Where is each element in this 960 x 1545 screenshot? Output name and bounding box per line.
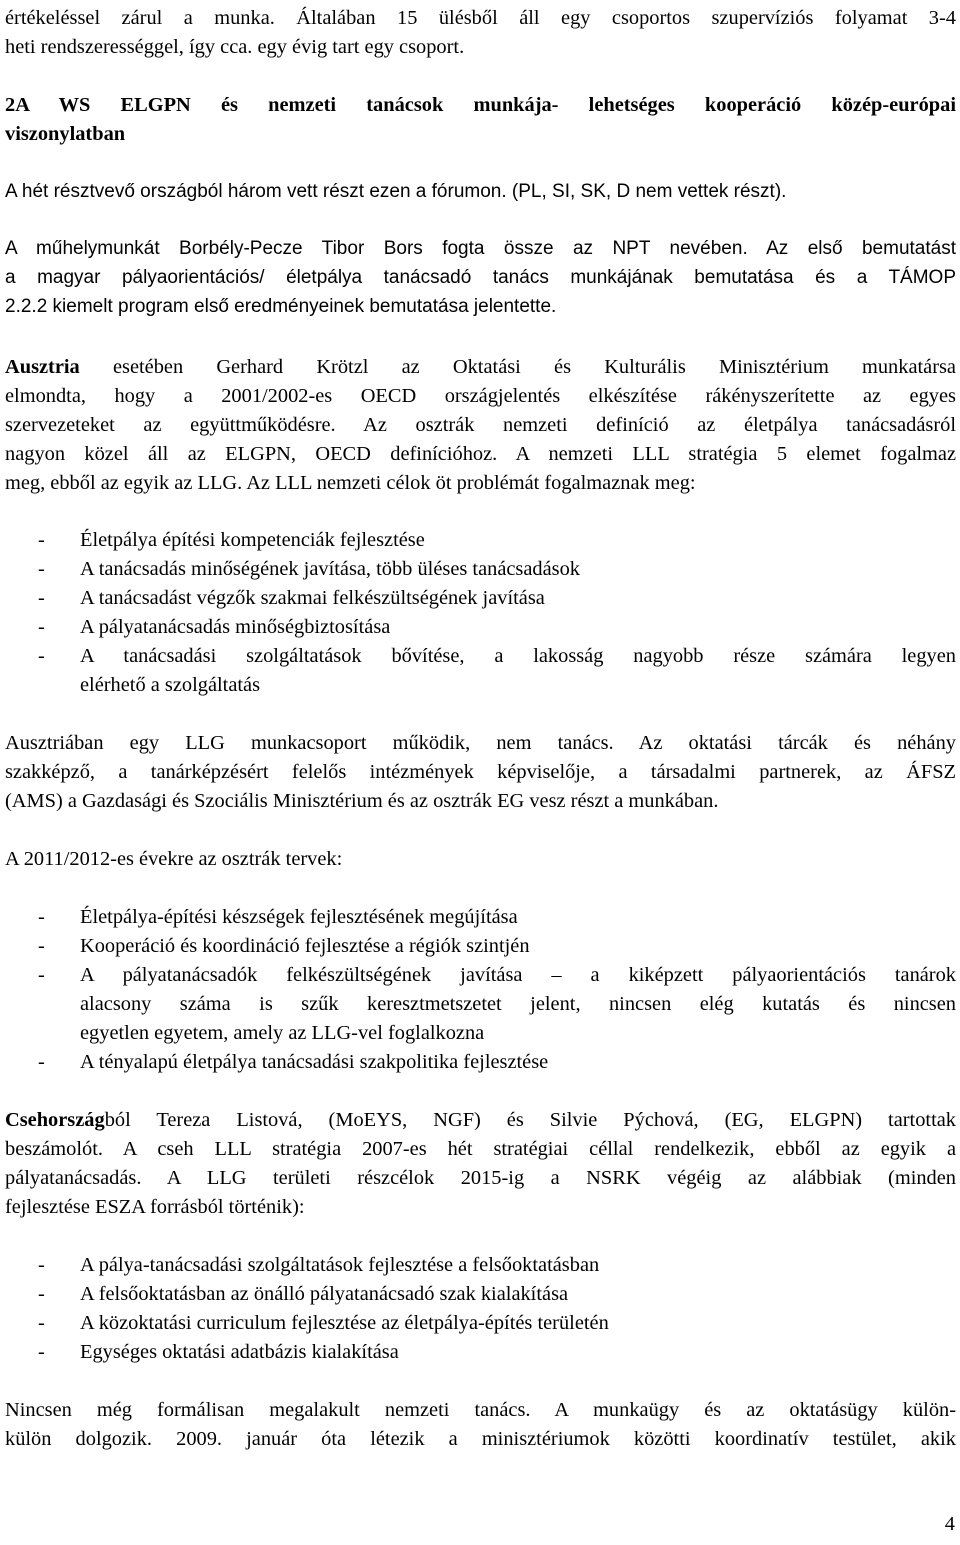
list-dash: - xyxy=(38,616,45,638)
list-dash: - xyxy=(38,558,45,580)
text-line: meg, ebből az egyik az LLG. Az LLL nemzeti célok öt problémát fogalmaznak meg: xyxy=(5,472,696,494)
text-line: beszámolót. A cseh LLL stratégia 2007-es hét stratégiai céllal rendelkezik, ebből az egyik a xyxy=(5,1138,956,1160)
text-line: a magyar pályaorientációs/ életpálya tanácsadó tanács munkájának bemutatása és a TÁMOP xyxy=(5,267,956,288)
text-line: pályatanácsadás. A LLG területi részcélok 2015-ig a NSRK végéig az alábbiak (minden xyxy=(5,1167,956,1189)
list-item xyxy=(38,642,956,700)
list-item-text: A tanácsadási szolgáltatások bővítése, a lakosság nagyobb része számára legyen xyxy=(80,645,956,667)
country-name: Ausztria xyxy=(5,356,80,378)
list-item xyxy=(38,1338,956,1367)
list-dash: - xyxy=(38,1283,45,1305)
list-item xyxy=(38,1251,956,1280)
list-item xyxy=(38,961,956,1048)
list-item-text: Egységes oktatási adatbázis kialakítása xyxy=(80,1341,399,1363)
text-line: heti rendszerességgel, így cca. egy évig tart egy csoport. xyxy=(5,36,465,58)
plans-intro xyxy=(5,845,956,874)
list-item xyxy=(38,613,956,642)
text-line xyxy=(5,1106,956,1135)
text-line: szakképző, a tanárképzésért felelős intézmények képviselője, a társadalmi partnerek, az ÁFSZ xyxy=(5,761,956,783)
text-line: (AMS) a Gazdasági és Szociális Minisztérium és az osztrák EG vesz részt a munkában. xyxy=(5,790,719,812)
list-item xyxy=(38,584,956,613)
list-item xyxy=(38,555,956,584)
list-item-text: A tanácsadás minőségének javítása, több üléses tanácsadások xyxy=(80,558,580,580)
heading-line: viszonylatban xyxy=(5,123,126,145)
list-item xyxy=(38,1048,956,1077)
czech-paragraph xyxy=(5,1106,956,1222)
text-line: nagyon közel áll az ELGPN, OECD definícióhoz. A nemzeti LLL stratégia 5 elemet fogalmaz xyxy=(5,443,956,465)
list-dash: - xyxy=(38,1312,45,1334)
text-line: fejlesztése ESZA forrásból történik): xyxy=(5,1196,305,1218)
text-line: Nincsen még formálisan megalakult nemzeti tanács. A munkaügy és az oktatásügy külön- xyxy=(5,1399,956,1421)
closing-paragraph xyxy=(5,1396,956,1454)
czech-goals-list xyxy=(38,1251,956,1367)
text-line: értékeléssel zárul a munka. Általában 15 ülésből áll egy csoportos szupervíziós folyamat 3-4 xyxy=(5,7,956,29)
text-fragment: esetében Gerhard Krötzl az Oktatási és Kulturális Minisztérium munkatársa xyxy=(79,356,956,378)
country-name: Csehország xyxy=(5,1109,105,1131)
list-item-text: elérhető a szolgáltatás xyxy=(80,674,261,696)
list-item xyxy=(38,1280,956,1309)
list-item-text: alacsony száma is szűk keresztmetszetet jelent, nincsen elég kutatás és nincsen xyxy=(80,993,956,1015)
list-item xyxy=(38,526,956,555)
text-line xyxy=(5,353,956,382)
list-dash: - xyxy=(38,1341,45,1363)
list-item xyxy=(38,1309,956,1338)
list-dash: - xyxy=(38,587,45,609)
text-line: külön dolgozik. 2009. január óta létezik a minisztériumok közötti koordinatív testület, akik xyxy=(5,1428,956,1450)
list-item-text: A tanácsadást végzők szakmai felkészültségének javítása xyxy=(80,587,545,609)
intro-paragraph xyxy=(5,4,956,62)
list-dash: - xyxy=(38,1051,45,1073)
forum-paragraph xyxy=(5,177,956,206)
list-item-text: Életpálya-építési készségek fejlesztésének megújítása xyxy=(80,906,518,928)
text-line: Ausztriában egy LLG munkacsoport működik, nem tanács. Az oktatási tárcák és néhány xyxy=(5,732,956,754)
list-item-text: A pályatanácsadók felkészültségének javítása – a kiképzett pályaorientációs tanárok xyxy=(80,964,956,986)
list-dash: - xyxy=(38,906,45,928)
list-item-text: A közoktatási curriculum fejlesztése az életpálya-építés területén xyxy=(80,1312,609,1334)
text-line: A műhelymunkát Borbély-Pecze Tibor Bors fogta össze az NPT nevében. Az első bemutatást xyxy=(5,238,956,259)
austria-paragraph xyxy=(5,353,956,498)
llg-paragraph xyxy=(5,729,956,816)
list-item-text: Kooperáció és koordináció fejlesztése a régiók szintjén xyxy=(80,935,530,957)
list-item-text: Életpálya építési kompetenciák fejlesztése xyxy=(80,529,425,551)
austria-plans-list xyxy=(38,903,956,1077)
list-item-text: A pályatanácsadás minőségbiztosítása xyxy=(80,616,391,638)
list-item xyxy=(38,903,956,932)
workshop-paragraph xyxy=(5,234,956,321)
list-dash: - xyxy=(38,935,45,957)
list-dash: - xyxy=(38,964,45,986)
list-item-text: A felsőoktatásban az önálló pályatanácsadó szak kialakítása xyxy=(80,1283,569,1305)
heading-line: 2A WS ELGPN és nemzeti tanácsok munkája- lehetséges kooperáció közép-európai xyxy=(5,94,956,116)
list-item-text: A pálya-tanácsadási szolgáltatások fejlesztése a felsőoktatásban xyxy=(80,1254,600,1276)
austria-goals-list xyxy=(38,526,956,700)
text-line: szervezeteket az együttműködésre. Az osztrák nemzeti definíció az életpálya tanácsadásról xyxy=(5,414,956,436)
list-item-text: A tényalapú életpálya tanácsadási szakpolitika fejlesztése xyxy=(80,1051,549,1073)
list-dash: - xyxy=(38,645,45,667)
text-fragment: ból Tereza Listová, (MoEYS, NGF) és Silvie Pýchová, (EG, ELGPN) tartottak xyxy=(104,1109,956,1131)
list-dash: - xyxy=(38,1254,45,1276)
text-line: elmondta, hogy a 2001/2002-es OECD országjelentés elkészítése rákényszerítette az egyes xyxy=(5,385,956,407)
list-dash: - xyxy=(38,529,45,551)
list-item xyxy=(38,932,956,961)
list-item-text: egyetlen egyetem, amely az LLG-vel foglalkozna xyxy=(80,1022,485,1044)
text-line: 2.2.2 kiemelt program első eredményeinek bemutatása jelentette. xyxy=(5,296,557,317)
page-number: 4 xyxy=(944,1513,955,1535)
text-line: A hét résztvevő országból három vett részt ezen a fórumon. (PL, SI, SK, D nem vettek részt). xyxy=(5,181,787,202)
section-heading xyxy=(5,91,956,149)
text-line: A 2011/2012-es évekre az osztrák tervek: xyxy=(5,848,343,870)
